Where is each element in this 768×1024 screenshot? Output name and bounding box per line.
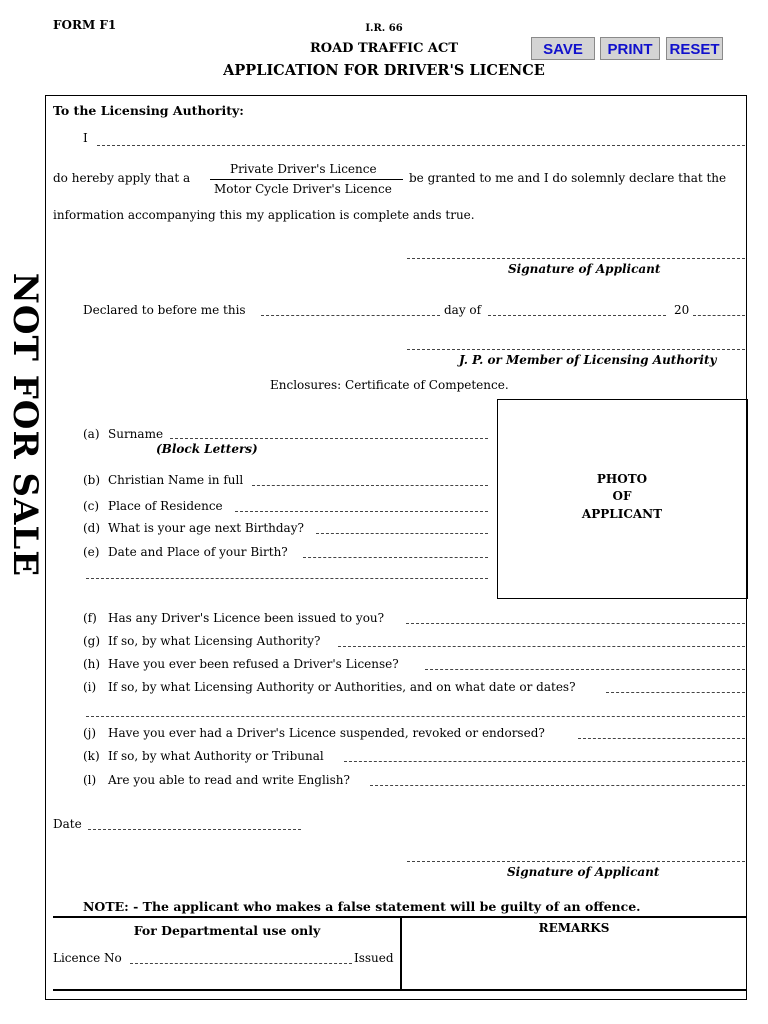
declared-month-field[interactable] bbox=[488, 315, 666, 316]
applicant-signature-label: Signature of Applicant bbox=[508, 262, 661, 276]
tribunal-field[interactable] bbox=[344, 761, 745, 762]
refused-field[interactable] bbox=[425, 669, 745, 670]
question-key: (g) bbox=[83, 634, 101, 648]
declared-year-field[interactable] bbox=[693, 315, 745, 316]
question-key: (e) bbox=[83, 545, 100, 559]
issued-label: Issued bbox=[354, 951, 394, 965]
photo-label-2: OF bbox=[612, 489, 632, 503]
form-reference: I.R. 66 bbox=[365, 23, 403, 34]
date-label: Date bbox=[53, 817, 82, 831]
declared-prefix: Declared to before me this bbox=[83, 303, 246, 317]
dept-divider bbox=[400, 917, 402, 990]
reset-button[interactable]: RESET bbox=[666, 37, 723, 60]
save-button[interactable]: SAVE bbox=[531, 37, 595, 60]
question-age: What is your age next Birthday? bbox=[108, 521, 304, 535]
declared-day-of: day of bbox=[444, 303, 482, 317]
question-tribunal: If so, by what Authority or Tribunal bbox=[108, 749, 324, 763]
refusing-authority-field-continued[interactable] bbox=[86, 716, 745, 717]
question-key: (i) bbox=[83, 680, 97, 694]
question-refusing-authority: If so, by what Licensing Authority or Authorities, and on what date or dates? bbox=[108, 680, 576, 694]
act-title: ROAD TRAFFIC ACT bbox=[309, 41, 459, 56]
licence-no-field[interactable] bbox=[130, 963, 352, 964]
licensing-authority-field[interactable] bbox=[338, 646, 745, 647]
refusing-authority-field[interactable] bbox=[606, 692, 745, 693]
birth-field-continued[interactable] bbox=[86, 578, 488, 579]
jp-signature-label: J. P. or Member of Licensing Authority bbox=[459, 353, 717, 367]
question-key: (k) bbox=[83, 749, 100, 763]
applicant-name-field[interactable] bbox=[97, 145, 745, 146]
applicant-signature-field[interactable] bbox=[407, 258, 745, 259]
question-licensing-authority: If so, by what Licensing Authority? bbox=[108, 634, 321, 648]
question-suspended: Have you ever had a Driver's Licence suspended, revoked or endorsed? bbox=[108, 726, 545, 740]
question-key: (j) bbox=[83, 726, 97, 740]
suspended-field[interactable] bbox=[578, 738, 745, 739]
declared-day-field[interactable] bbox=[261, 315, 440, 316]
applicant-signature-field-2[interactable] bbox=[407, 861, 745, 862]
photo-label-1: PHOTO bbox=[596, 472, 648, 486]
enclosures: Enclosures: Certificate of Competence. bbox=[270, 378, 509, 392]
question-key: (f) bbox=[83, 611, 97, 625]
applicant-signature-label-2: Signature of Applicant bbox=[507, 865, 660, 879]
remarks-heading: REMARKS bbox=[538, 921, 610, 935]
licence-no-label: Licence No bbox=[53, 951, 122, 965]
addressee: To the Licensing Authority: bbox=[53, 103, 244, 118]
licence-option-motorcycle[interactable]: Motor Cycle Driver's Licence bbox=[214, 182, 392, 196]
dept-bottom-rule bbox=[53, 989, 747, 991]
photo-label-3: APPLICANT bbox=[581, 507, 663, 521]
applicant-i-label: I bbox=[83, 131, 88, 145]
question-birth: Date and Place of your Birth? bbox=[108, 545, 288, 559]
info-declaration: information accompanying this my application is complete ands true. bbox=[53, 208, 475, 222]
block-letters-note: (Block Letters) bbox=[156, 442, 258, 456]
not-for-sale-watermark: NOT FOR SALE bbox=[5, 272, 45, 578]
apply-suffix: be granted to me and I do solemnly declare that the bbox=[409, 171, 727, 185]
date-field[interactable] bbox=[88, 829, 301, 830]
age-field[interactable] bbox=[316, 533, 488, 534]
declared-year-prefix: 20 bbox=[674, 303, 690, 317]
dept-heading: For Departmental use only bbox=[133, 923, 321, 938]
page-title: APPLICATION FOR DRIVER'S LICENCE bbox=[223, 62, 545, 79]
english-field[interactable] bbox=[370, 785, 745, 786]
question-key: (d) bbox=[83, 521, 101, 535]
question-key: (b) bbox=[83, 473, 101, 487]
licence-option-private[interactable]: Private Driver's Licence bbox=[230, 162, 377, 176]
question-christian-name: Christian Name in full bbox=[108, 473, 244, 487]
print-button[interactable]: PRINT bbox=[600, 37, 660, 60]
question-key: (h) bbox=[83, 657, 101, 671]
question-english: Are you able to read and write English? bbox=[108, 773, 350, 787]
question-key: (l) bbox=[83, 773, 97, 787]
residence-field[interactable] bbox=[235, 511, 488, 512]
question-residence: Place of Residence bbox=[108, 499, 223, 513]
question-licence-issued: Has any Driver's Licence been issued to you? bbox=[108, 611, 385, 625]
question-refused: Have you ever been refused a Driver's License? bbox=[108, 657, 399, 671]
question-key: (a) bbox=[83, 427, 100, 441]
apply-prefix: do hereby apply that a bbox=[53, 171, 191, 185]
question-key: (c) bbox=[83, 499, 100, 513]
false-statement-note: NOTE: - The applicant who makes a false statement will be guilty of an offence. bbox=[83, 899, 641, 914]
form-number: FORM F1 bbox=[53, 18, 117, 32]
licence-fraction-line bbox=[210, 179, 403, 180]
question-surname: Surname bbox=[108, 427, 164, 441]
surname-field[interactable] bbox=[170, 438, 488, 439]
licence-issued-field[interactable] bbox=[406, 623, 745, 624]
christian-name-field[interactable] bbox=[252, 485, 488, 486]
jp-signature-field[interactable] bbox=[407, 349, 745, 350]
birth-field[interactable] bbox=[303, 557, 488, 558]
